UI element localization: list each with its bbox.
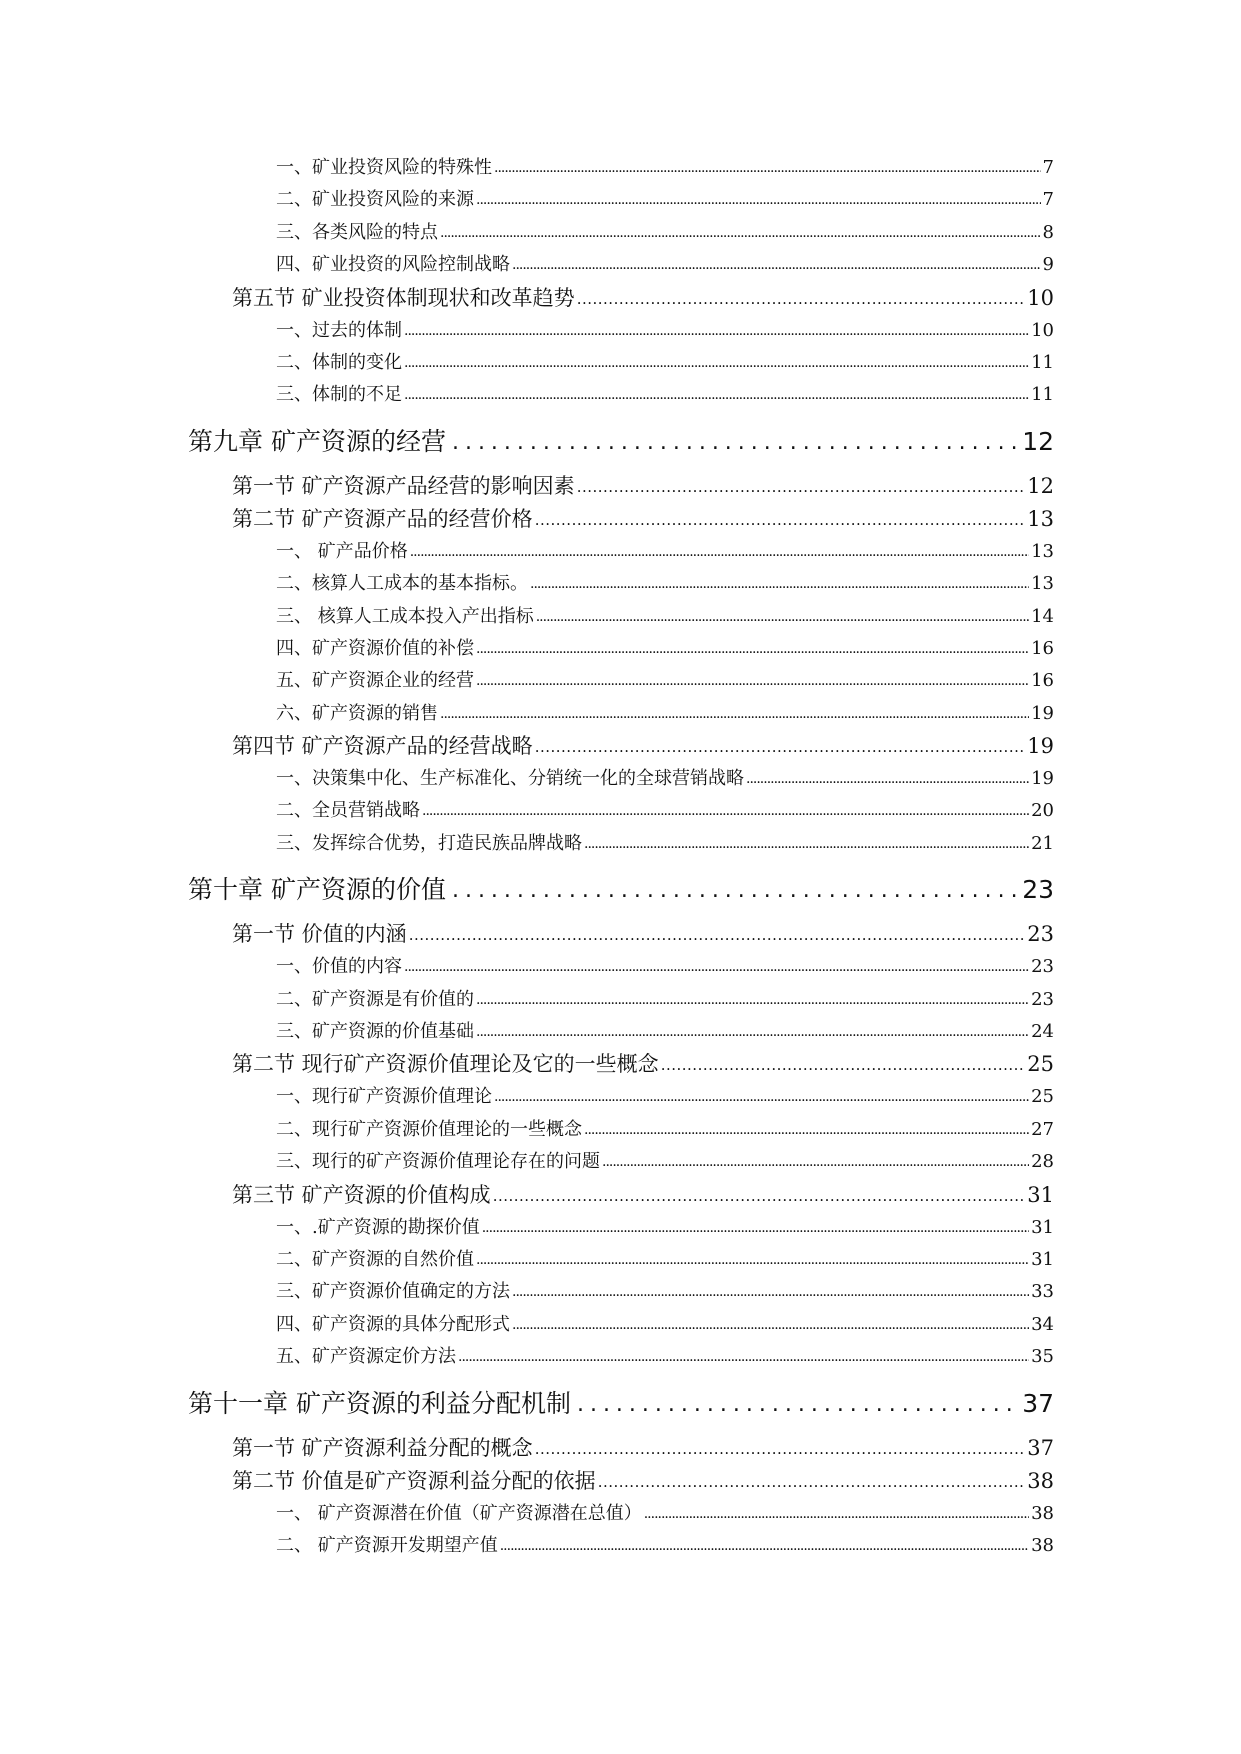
toc-entry-subsection[interactable] (188, 1498, 1054, 1530)
toc-entry-title: 二、全员营销战略 (276, 800, 420, 822)
dot-leader (476, 1015, 1029, 1048)
dot-leader (584, 1113, 1029, 1146)
dot-leader (476, 1243, 1029, 1276)
toc-entry-page-number: 21 (1031, 832, 1054, 854)
toc-entry-title: 第四节 矿产资源产品的经营战略 (232, 734, 533, 759)
toc-entry-title: 二、矿产资源是有价值的 (276, 988, 474, 1010)
toc-entry-page-number: 11 (1031, 351, 1054, 373)
dot-leader (410, 535, 1029, 568)
toc-entry-subsection[interactable] (188, 1114, 1054, 1146)
toc-entry-title: 第十章 矿产资源的价值 (188, 875, 446, 905)
dot-leader (404, 950, 1029, 983)
toc-entry-title: 第二节 矿产资源产品的经营价格 (232, 506, 533, 531)
toc-entry-page-number: 27 (1031, 1118, 1054, 1140)
toc-entry-page-number: 19 (1031, 702, 1054, 724)
toc-entry-subsection[interactable] (188, 795, 1054, 827)
dot-leader (644, 1497, 1029, 1530)
toc-entry-chapter[interactable] (188, 872, 1054, 908)
toc-entry-subsection[interactable] (188, 601, 1054, 633)
dot-leader (404, 378, 1029, 411)
toc-entry-subsection[interactable] (188, 315, 1054, 347)
toc-entry-page-number: 37 (1027, 1435, 1054, 1460)
toc-entry-page-number: 16 (1031, 637, 1054, 659)
dot-leader (404, 314, 1029, 347)
toc-entry-page-number: 13 (1031, 540, 1054, 562)
dot-leader (535, 1431, 1026, 1466)
dot-leader (476, 632, 1029, 665)
toc-entry-page-number: 38 (1031, 1502, 1054, 1524)
toc-entry-subsection[interactable] (188, 698, 1054, 730)
dot-leader (535, 729, 1026, 764)
toc-entry-title: 四、矿业投资的风险控制战略 (276, 254, 510, 276)
dot-leader (494, 1080, 1029, 1113)
toc-entry-subsection[interactable] (188, 184, 1054, 216)
toc-entry-section[interactable] (188, 282, 1054, 315)
toc-entry-page-number: 11 (1031, 384, 1054, 406)
dot-leader (482, 1211, 1029, 1244)
toc-entry-title: 一、价值的内容 (276, 956, 402, 978)
dot-leader (440, 697, 1029, 730)
toc-entry-subsection[interactable] (188, 633, 1054, 665)
toc-entry-title: 三、体制的不足 (276, 384, 402, 406)
toc-entry-subsection[interactable] (188, 1016, 1054, 1048)
toc-entry-page-number: 25 (1027, 1052, 1054, 1077)
dot-leader (500, 1529, 1029, 1562)
toc-entry-page-number: 12 (1022, 426, 1054, 456)
toc-entry-subsection[interactable] (188, 1309, 1054, 1341)
dot-leader (476, 983, 1029, 1016)
toc-entry-subsection[interactable] (188, 1341, 1054, 1373)
toc-entry-title: 一、矿业投资风险的特殊性 (276, 157, 492, 178)
toc-entry-section[interactable] (188, 730, 1054, 763)
toc-entry-section[interactable] (188, 1048, 1054, 1081)
toc-entry-title: 三、各类风险的特点 (276, 221, 438, 243)
toc-entry-title: 第一节 矿产资源利益分配的概念 (232, 1435, 533, 1460)
dot-leader (530, 567, 1029, 600)
toc-entry-page-number: 12 (1027, 473, 1054, 498)
toc-entry-title: 三、矿产资源的价值基础 (276, 1021, 474, 1043)
dot-leader (493, 1178, 1026, 1213)
toc-entry-title: 三、矿产资源价值确定的方法 (276, 1281, 510, 1303)
toc-entry-title: 第九章 矿产资源的经营 (188, 426, 446, 456)
toc-entry-title: 第二节 价值是矿产资源利益分配的依据 (232, 1468, 596, 1493)
toc-entry-title: 二、体制的变化 (276, 351, 402, 373)
dot-leader (494, 151, 1041, 184)
toc-entry-title: 第一节 矿产资源产品经营的影响因素 (232, 473, 575, 498)
toc-entry-page-number: 19 (1031, 768, 1054, 790)
toc-entry-title: 五、矿产资源企业的经营 (276, 670, 474, 692)
toc-entry-subsection[interactable] (188, 984, 1054, 1016)
dot-leader (422, 794, 1029, 827)
toc-entry-page-number: 19 (1027, 734, 1054, 759)
dot-leader (404, 346, 1029, 379)
toc-entry-chapter[interactable] (188, 1386, 1054, 1422)
toc-entry-subsection[interactable] (188, 763, 1054, 795)
toc-entry-title: 六、矿产资源的销售 (276, 702, 438, 724)
toc-entry-subsection[interactable] (188, 828, 1054, 860)
toc-entry-page-number: 38 (1027, 1468, 1054, 1493)
toc-entry-page-number: 7 (1042, 157, 1054, 178)
toc-entry-page-number: 23 (1022, 875, 1054, 905)
toc-entry-page-number: 23 (1027, 922, 1054, 947)
toc-entry-subsection[interactable] (188, 1081, 1054, 1113)
toc-entry-title: 四、矿产资源价值的补偿 (276, 637, 474, 659)
table-of-contents (188, 152, 1054, 1562)
toc-entry-title: 二、矿产资源的自然价值 (276, 1248, 474, 1270)
toc-entry-page-number: 37 (1022, 1388, 1054, 1418)
toc-entry-section[interactable] (188, 1465, 1054, 1498)
dot-leader (577, 469, 1026, 504)
toc-entry-subsection[interactable] (188, 951, 1054, 983)
toc-entry-title: 一、.矿产资源的勘探价值 (276, 1216, 480, 1238)
toc-entry-section[interactable] (188, 470, 1054, 503)
toc-entry-title: 一、 矿产品价格 (276, 540, 408, 562)
toc-entry-page-number: 10 (1031, 319, 1054, 341)
toc-entry-title: 三、现行的矿产资源价值理论存在的问题 (276, 1151, 600, 1173)
toc-entry-subsection[interactable] (188, 568, 1054, 600)
dot-leader (746, 762, 1029, 795)
toc-entry-title: 二、 矿产资源开发期望产值 (276, 1534, 498, 1556)
toc-entry-page-number: 33 (1031, 1281, 1054, 1303)
toc-entry-page-number: 38 (1031, 1534, 1054, 1556)
toc-entry-page-number: 13 (1031, 573, 1054, 595)
toc-entry-subsection[interactable] (188, 665, 1054, 697)
toc-entry-page-number: 16 (1031, 670, 1054, 692)
dot-leader (476, 183, 1041, 216)
toc-entry-page-number: 20 (1031, 800, 1054, 822)
dot-leader (536, 600, 1029, 633)
toc-entry-subsection[interactable] (188, 379, 1054, 411)
dot-leader (512, 248, 1041, 281)
toc-entry-title: 第十一章 矿产资源的利益分配机制 (188, 1388, 571, 1418)
toc-entry-chapter[interactable] (188, 424, 1054, 460)
dot-leader (452, 423, 1016, 461)
dot-leader (440, 216, 1041, 249)
dot-leader (458, 1340, 1029, 1373)
toc-entry-page-number: 13 (1027, 506, 1054, 531)
toc-entry-subsection[interactable] (188, 1146, 1054, 1178)
toc-entry-title: 一、过去的体制 (276, 319, 402, 341)
toc-entry-title: 四、矿产资源的具体分配形式 (276, 1313, 510, 1335)
toc-entry-page-number: 7 (1042, 189, 1054, 211)
toc-entry-page-number: 23 (1031, 988, 1054, 1010)
toc-entry-page-number: 31 (1031, 1248, 1054, 1270)
toc-entry-page-number: 31 (1031, 1216, 1054, 1238)
dot-leader (577, 281, 1026, 316)
toc-entry-title: 一、 矿产资源潜在价值（矿产资源潜在总值） (276, 1502, 642, 1524)
toc-entry-title: 第五节 矿业投资体制现状和改革趋势 (232, 285, 575, 310)
dot-leader (602, 1145, 1029, 1178)
toc-entry-title: 第二节 现行矿产资源价值理论及它的一些概念 (232, 1052, 659, 1077)
dot-leader (584, 827, 1029, 860)
toc-entry-subsection[interactable] (188, 1212, 1054, 1244)
toc-entry-page-number: 8 (1042, 221, 1054, 243)
toc-entry-page-number: 35 (1031, 1346, 1054, 1368)
toc-entry-subsection[interactable] (188, 1276, 1054, 1308)
toc-entry-page-number: 28 (1031, 1151, 1054, 1173)
toc-entry-section[interactable] (188, 503, 1054, 536)
toc-entry-title: 一、决策集中化、生产标准化、分销统一化的全球营销战略 (276, 768, 744, 790)
dot-leader (661, 1047, 1026, 1082)
dot-leader (577, 1385, 1016, 1423)
toc-entry-title: 第一节 价值的内涵 (232, 922, 407, 947)
toc-entry-page-number: 24 (1031, 1021, 1054, 1043)
toc-entry-subsection[interactable] (188, 1530, 1054, 1562)
toc-entry-page-number: 14 (1031, 605, 1054, 627)
toc-entry-title: 二、核算人工成本的基本指标。 (276, 573, 528, 595)
toc-entry-section[interactable] (188, 1179, 1054, 1212)
toc-entry-subsection[interactable] (188, 217, 1054, 249)
toc-entry-section[interactable] (188, 918, 1054, 951)
dot-leader (476, 664, 1029, 697)
toc-entry-section[interactable] (188, 1432, 1054, 1465)
toc-entry-page-number: 23 (1031, 956, 1054, 978)
dot-leader (512, 1308, 1029, 1341)
toc-entry-subsection[interactable] (188, 152, 1054, 184)
dot-leader (409, 917, 1026, 952)
toc-entry-page-number: 25 (1031, 1086, 1054, 1108)
toc-entry-subsection[interactable] (188, 1244, 1054, 1276)
toc-entry-subsection[interactable] (188, 249, 1054, 281)
toc-entry-title: 五、矿产资源定价方法 (276, 1346, 456, 1368)
toc-entry-title: 第三节 矿产资源的价值构成 (232, 1182, 491, 1207)
dot-leader (452, 871, 1016, 909)
toc-entry-title: 二、矿业投资风险的来源 (276, 189, 474, 211)
toc-entry-title: 二、现行矿产资源价值理论的一些概念 (276, 1118, 582, 1140)
dot-leader (512, 1275, 1029, 1308)
dot-leader (598, 1464, 1026, 1499)
toc-entry-page-number: 10 (1027, 285, 1054, 310)
toc-entry-title: 一、现行矿产资源价值理论 (276, 1086, 492, 1108)
toc-entry-subsection[interactable] (188, 536, 1054, 568)
toc-entry-page-number: 31 (1027, 1182, 1054, 1207)
toc-entry-title: 三、发挥综合优势，打造民族品牌战略 (276, 832, 582, 854)
toc-entry-page-number: 34 (1031, 1313, 1054, 1335)
dot-leader (535, 502, 1026, 537)
toc-entry-subsection[interactable] (188, 347, 1054, 379)
toc-entry-page-number: 9 (1042, 254, 1054, 276)
toc-entry-title: 三、 核算人工成本投入产出指标 (276, 605, 534, 627)
